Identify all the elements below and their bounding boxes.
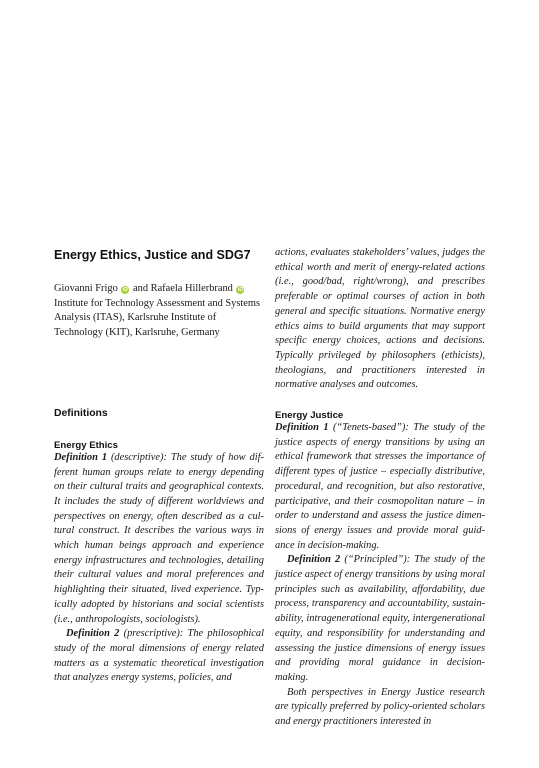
body-paragraph: Both perspectives in Energy Justice research are typically preferred by policy-oriented scholars and energy practitioners interested in [275,686,485,728]
definition-text: (prescriptive): The philosophical study of the moral dimensions of energy related matters as a systematic theoretical investigation that analyzes energy systems, policies, and [54,628,264,684]
definition-label: Definition 2 [66,628,120,640]
definition-paragraph [54,451,264,627]
definition-label: Definition 1 [275,422,329,434]
orcid-icon[interactable]: iD [237,287,243,293]
subheading: Energy Ethics [54,439,118,451]
orcid-icon[interactable]: iD [122,287,128,293]
affiliation: Institute for Technology Assessment and Systems Analysis (ITAS), Karlsruhe Institute of Technology (KIT), Karlsruhe, Germany [54,297,261,339]
author-name: Giovanni Frigo [54,283,118,294]
definition-label: Definition 1 [54,451,108,463]
definition-label: Definition 2 [287,554,341,566]
author-block [54,282,264,341]
definition-paragraph [275,553,485,685]
chapter-title: Energy Ethics, Justice and SDG7 [54,248,251,262]
section-heading: Definitions [54,407,108,419]
definition-paragraph [275,421,485,553]
right-column [275,246,485,730]
subheading: Energy Justice [275,410,344,422]
definition-text: (“Tenets-based”): The study of the justice aspects of energy transitions by using an ethical framework that stresses the importance of different types of justice – especially distributive, procedural, and recognition, but also restorative, participative, and their cosmopolitan nature – in order to understand and assess the justice dimensions of energy issues and provide moral guidance in decision-making. [275,422,485,551]
definition-text: (“Principled”): The study of the justice aspect of energy transitions by using moral principles such as availability, affordability, due process, transparency and accountability, sustainability, intragenerational equity, intergenerational equity, and responsibility for understanding and assessing the justice dimensions of energy issues and providing moral guidance in decision-making. [275,554,485,683]
left-column [54,246,264,686]
definition-paragraph [54,627,264,686]
continued-paragraph: actions, evaluates stakeholders’ values, judges the ethical worth and merit of energy-related actions (i.e., good/bad, right/wrong), and prescribes preferable or optimal courses of action in both general and specific situations. Normative energy ethics aims to build arguments that may support specific energy choices, actions and decisions. Typically privileged by philosophers (ethicists), theologians, and practitioners interested in normative analyses and outcomes. [275,247,485,391]
author-connector: and [133,283,149,294]
definition-text: (descriptive): The study of how different human groups relate to energy depending on their cultural traits and geographical contexts. It includes the study of different worldviews and perspectives on energy, often described as a cultural construct. It describes the various ways in which human beings approach and experience energy infrastructures and technologies, detailing their cultural values and moral preferences and highlighting their situated, lived experience. Typically adopted by historians and social scientists (i.e., anthropologists, sociologists). [54,451,264,625]
author-name: Rafaela Hillerbrand [150,283,233,294]
